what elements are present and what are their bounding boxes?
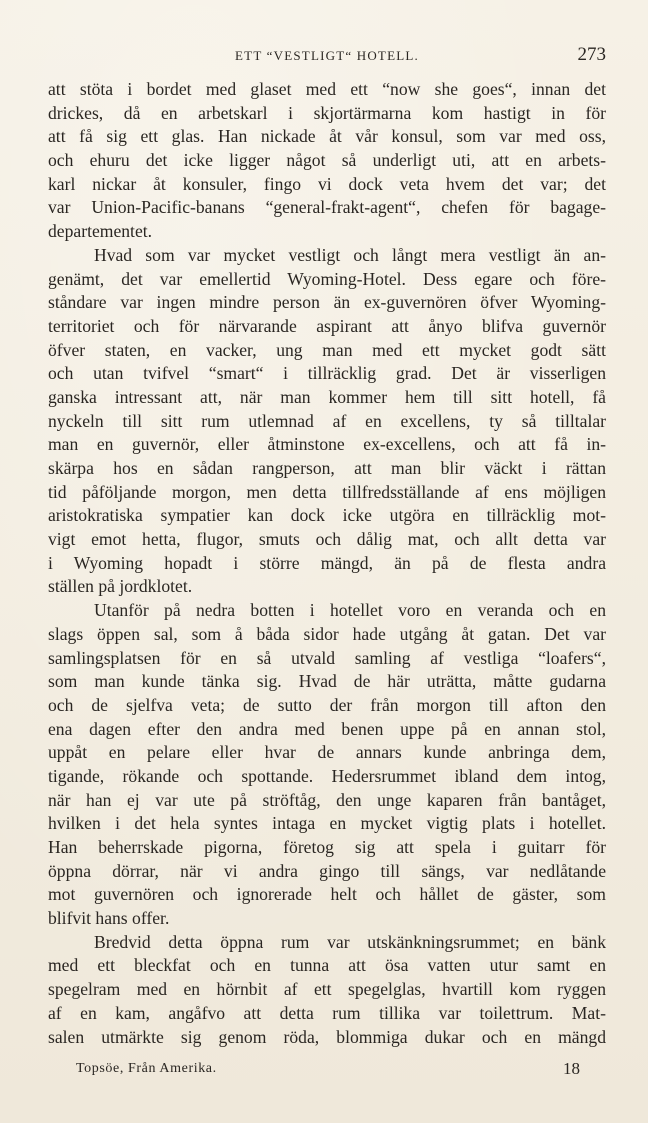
text-line: Hvad som var mycket vestligt och långt mera vestligt än an- bbox=[94, 244, 606, 265]
text-line: Bredvid detta öppna rum var utskänkningsrummet; en bänk bbox=[94, 931, 606, 952]
text-line: tid påföljande morgon, men detta tillfredsställande af ens möjligen bbox=[48, 481, 606, 502]
text-line: man en guvernör, eller åtminstone ex-excellens, och att få in- bbox=[48, 434, 606, 455]
text-line: ståndare var ingen mindre person än ex-guvernören öfver Wyoming- bbox=[48, 292, 606, 313]
text-line: ställen på jordklotet. bbox=[48, 576, 193, 597]
text-line: aristokratiska sympatier kan dock icke utgöra en tillräcklig mot- bbox=[48, 505, 606, 526]
text-line: när han ej var ute på ströftåg, den unge kaparen från bantåget, bbox=[48, 789, 606, 810]
text-line: salen utmärkte sig genom röda, blommiga dukar och en mängd bbox=[48, 1026, 606, 1047]
body-text bbox=[48, 78, 606, 1049]
signature-number: 18 bbox=[563, 1059, 580, 1078]
page-footer bbox=[72, 1059, 580, 1083]
text-line: samlingsplatsen för en så utvald samling af vestliga “loafers“, bbox=[48, 647, 606, 668]
text-line: territoriet och för närvarande aspirant att ånyo blifva guvernör bbox=[48, 315, 606, 336]
text-line: ena dagen efter den andra med benen uppe på en annan stol, bbox=[48, 718, 606, 739]
text-line: att stöta i bordet med glaset med ett “now she goes“, innan det bbox=[48, 79, 606, 99]
text-line: i Wyoming hopadt i större mängd, än på de flesta andra bbox=[48, 552, 606, 573]
text-line: hvilken i det hela syntes intaga en mycket vigtig plats i hotellet. bbox=[48, 813, 606, 834]
text-line: Han beherrskade pigorna, företog sig att spela i guitarr för bbox=[48, 837, 606, 857]
signature-mark: Topsöe, Från Amerika. bbox=[76, 1061, 217, 1076]
text-line: att få sig ett glas. Han nickade åt vår konsul, som var med oss, bbox=[48, 126, 606, 147]
text-line: mot guvernören och ignorerade helt och hållet de gäster, som bbox=[48, 884, 606, 905]
text-line: var Union-Pacific-banans “general-frakt-agent“, chefen för bagage- bbox=[48, 197, 606, 218]
text-line: spegelram med en hörnbit af ett spegelglas, hvartill kom ryggen bbox=[48, 979, 606, 1000]
text-line: Utanför på nedra botten i hotellet voro en veranda och en bbox=[94, 600, 606, 621]
page-header bbox=[48, 44, 606, 70]
page-number: 273 bbox=[577, 44, 606, 65]
text-line: slags öppen sal, som å båda sidor hade utgång åt gatan. Det var bbox=[48, 623, 606, 644]
text-line: öfver staten, en vacker, ung man med ett mycket godt sätt bbox=[48, 339, 606, 360]
text-line: skärpa hos en sådan rangperson, att man blir väckt i rättan bbox=[48, 458, 606, 478]
text-line: vigt emot hetta, flugor, smuts och dålig mat, och allt detta var bbox=[48, 529, 606, 550]
text-line: genämt, det var emellertid Wyoming-Hotel. Dess egare och före- bbox=[48, 268, 606, 289]
text-line: nyckeln till sitt rum utlemnad af en excellens, ty så tilltalar bbox=[48, 410, 606, 431]
text-line: öppna dörrar, när vi andra gingo till sängs, var nedlåtande bbox=[48, 860, 606, 881]
text-line: blifvit hans offer. bbox=[48, 908, 170, 929]
text-line: och de sjelfva veta; de sutto der från morgon till afton den bbox=[48, 694, 606, 715]
text-line: tigande, rökande och spottande. Hedersrummet ibland dem intog, bbox=[48, 765, 606, 786]
text-line: ganska intressant att, när man kommer hem till sitt hotell, få bbox=[48, 386, 606, 407]
text-line: drickes, då en arbetskarl i skjortärmarna kom hastigt in för bbox=[48, 102, 606, 123]
text-line: med ett bleckfat och en tunna att ösa vatten utur samt en bbox=[48, 955, 606, 976]
text-line: och utan tvifvel “smart“ i tillräcklig grad. Det är visserligen bbox=[48, 363, 606, 384]
text-line: karl nickar åt konsuler, fingo vi dock veta hvem det var; det bbox=[48, 173, 606, 194]
text-line: af en kam, angåfvo att detta rum tillika var toilettrum. Mat- bbox=[48, 1002, 606, 1023]
text-line: och ehuru det icke ligger något så underligt uti, att en arbets- bbox=[48, 150, 606, 171]
text-line: departementet. bbox=[48, 221, 153, 242]
running-title: ETT “VESTLIGT“ HOTELL. bbox=[235, 48, 419, 63]
text-line: som man kunde tänka sig. Hvad de här uträtta, måtte gudarna bbox=[48, 671, 606, 692]
text-line: uppåt en pelare eller hvar de annars kunde anbringa dem, bbox=[48, 742, 606, 763]
